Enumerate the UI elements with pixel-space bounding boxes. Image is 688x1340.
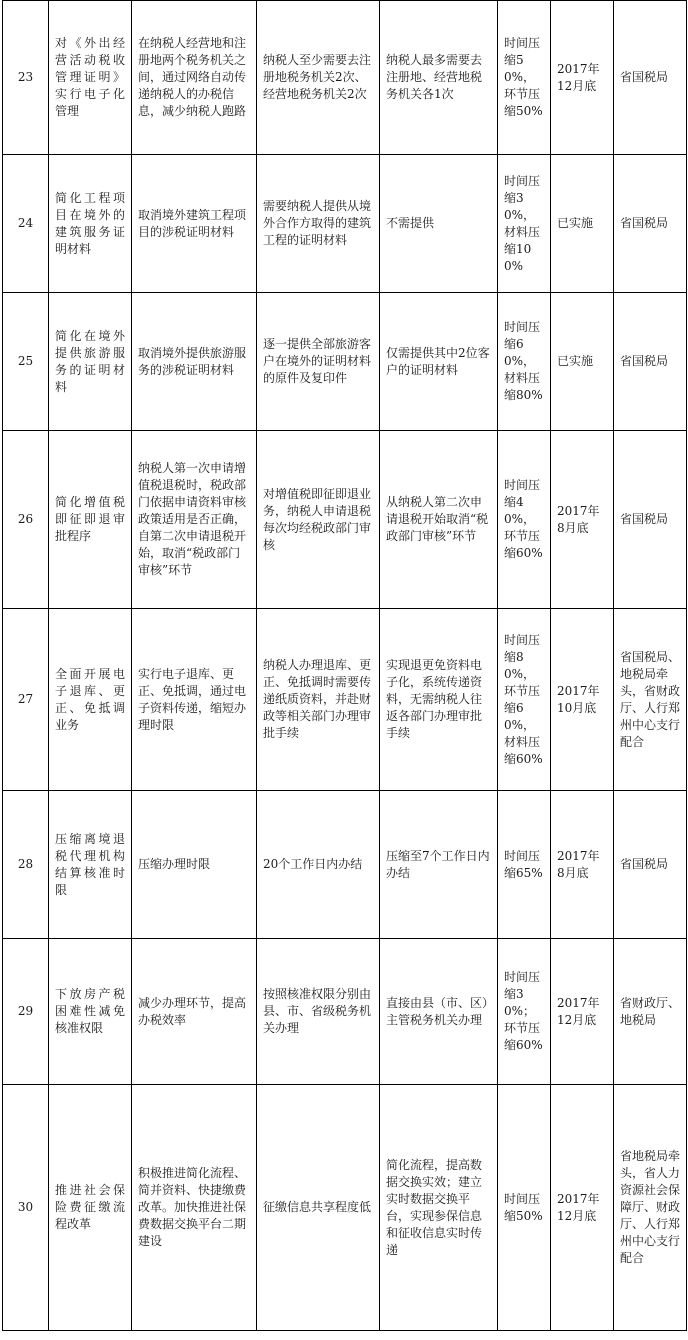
responsible-unit: 省国税局 [614, 431, 687, 609]
deadline: 2017年10月底 [551, 609, 614, 791]
compression-effect: 时间压缩40%，环节压缩60% [498, 431, 551, 609]
before-reform: 对增值税即征即退业务，纳税人申请退税每次均经税政部门审核 [257, 431, 380, 609]
before-reform: 需要纳税人提供从境外合作方取得的建筑工程的证明材料 [257, 155, 380, 293]
deadline: 2017年12月底 [551, 939, 614, 1085]
after-reform: 实现退更免资料电子化，系统传递资料，无需纳税人往返各部门办理审批手续 [380, 609, 498, 791]
row-number: 29 [3, 939, 49, 1085]
compression-effect: 时间压缩80%，环节压缩60%，材料压缩60% [498, 609, 551, 791]
after-reform: 不需提供 [380, 155, 498, 293]
responsible-unit: 省财政厅、地税局 [614, 939, 687, 1085]
after-reform: 简化流程，提高数据交换实效；建立实时数据交换平台，实现参保信息和征收信息实时传递 [380, 1085, 498, 1331]
reform-measure: 取消境外建筑工程项目的涉税证明材料 [132, 155, 257, 293]
table-row [3, 293, 687, 431]
compression-effect: 时间压缩60%，材料压缩80% [498, 293, 551, 431]
reform-measures-table [2, 0, 687, 1331]
before-reform: 20个工作日内办结 [257, 791, 380, 939]
before-reform: 逐一提供全部旅游客户在境外的证明材料的原件及复印件 [257, 293, 380, 431]
compression-effect: 时间压缩30%；环节压缩60% [498, 939, 551, 1085]
item-name: 下放房产税困难性减免核准权限 [49, 939, 132, 1085]
table-row [3, 791, 687, 939]
item-name: 压缩离境退税代理机构结算核准时限 [49, 791, 132, 939]
item-name: 简化在境外提供旅游服务的证明材料 [49, 293, 132, 431]
before-reform: 纳税人办理退库、更正、免抵调时需要传递纸质资料，并赴财政等相关部门办理审批手续 [257, 609, 380, 791]
row-number: 24 [3, 155, 49, 293]
reform-measure: 减少办理环节，提高办税效率 [132, 939, 257, 1085]
item-name: 对《外出经营活动税收管理证明》实行电子化管理 [49, 1, 132, 155]
deadline: 2017年8月底 [551, 431, 614, 609]
row-number: 23 [3, 1, 49, 155]
before-reform: 征缴信息共享程度低 [257, 1085, 380, 1331]
reform-measure: 实行电子退库、更正、免抵调，通过电子资料传递，缩短办理时限 [132, 609, 257, 791]
deadline: 2017年12月底 [551, 1, 614, 155]
compression-effect: 时间压缩30%，材料压缩100% [498, 155, 551, 293]
responsible-unit: 省国税局、地税局牵头，省财政厅、人行郑州中心支行配合 [614, 609, 687, 791]
reform-measure: 压缩办理时限 [132, 791, 257, 939]
deadline: 2017年12月底 [551, 1085, 614, 1331]
before-reform: 纳税人至少需要去注册地税务机关2次、经营地税务机关2次 [257, 1, 380, 155]
compression-effect: 时间压缩65% [498, 791, 551, 939]
reform-measure: 在纳税人经营地和注册地两个税务机关之间，通过网络自动传递纳税人的办税信息，减少纳税人跑路 [132, 1, 257, 155]
table-row [3, 1, 687, 155]
row-number: 26 [3, 431, 49, 609]
responsible-unit: 省国税局 [614, 1, 687, 155]
responsible-unit: 省国税局 [614, 155, 687, 293]
before-reform: 按照核准权限分别由县、市、省级税务机关办理 [257, 939, 380, 1085]
after-reform: 直接由县（市、区）主管税务机关办理 [380, 939, 498, 1085]
after-reform: 仅需提供其中2位客户的证明材料 [380, 293, 498, 431]
after-reform: 从纳税人第二次申请退税开始取消“税政部门审核”环节 [380, 431, 498, 609]
after-reform: 压缩至7个工作日内办结 [380, 791, 498, 939]
item-name: 简化增值税即征即退审批程序 [49, 431, 132, 609]
deadline: 2017年8月底 [551, 791, 614, 939]
reform-measure: 纳税人第一次申请增值税退税时，税政部门依据申请资料审核政策适用是否正确，自第二次申请退税开始，取消“税政部门审核”环节 [132, 431, 257, 609]
deadline: 已实施 [551, 293, 614, 431]
table-row [3, 939, 687, 1085]
item-name: 全面开展电子退库、更正、免抵调业务 [49, 609, 132, 791]
table-row [3, 155, 687, 293]
row-number: 28 [3, 791, 49, 939]
item-name: 推进社会保险费征缴流程改革 [49, 1085, 132, 1331]
reform-measure: 取消境外提供旅游服务的涉税证明材料 [132, 293, 257, 431]
reform-measure: 积极推进简化流程、简并资料、快捷缴费改革。加快推进社保费数据交换平台二期建设 [132, 1085, 257, 1331]
row-number: 27 [3, 609, 49, 791]
responsible-unit: 省地税局牵头，省人力资源社会保障厅、财政厅、人行郑州中心支行配合 [614, 1085, 687, 1331]
table-row [3, 609, 687, 791]
compression-effect: 时间压缩50% [498, 1085, 551, 1331]
compression-effect: 时间压缩50%，环节压缩50% [498, 1, 551, 155]
responsible-unit: 省国税局 [614, 791, 687, 939]
row-number: 25 [3, 293, 49, 431]
item-name: 简化工程项目在境外的建筑服务证明材料 [49, 155, 132, 293]
table-row [3, 431, 687, 609]
deadline: 已实施 [551, 155, 614, 293]
after-reform: 纳税人最多需要去注册地、经营地税务机关各1次 [380, 1, 498, 155]
responsible-unit: 省国税局 [614, 293, 687, 431]
row-number: 30 [3, 1085, 49, 1331]
table-row [3, 1085, 687, 1331]
